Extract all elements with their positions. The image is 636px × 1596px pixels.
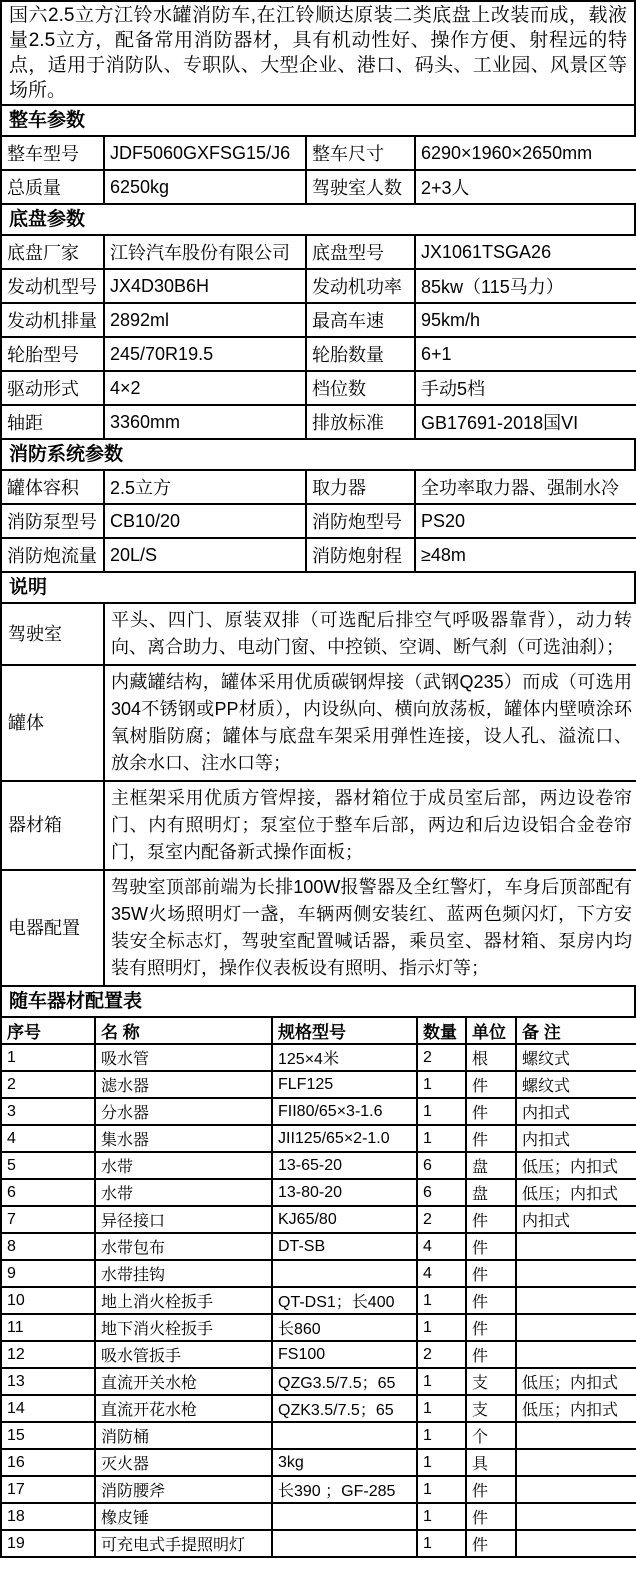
equipment-cell <box>272 1530 417 1557</box>
equip-row <box>1 1260 636 1287</box>
equipment-cell: 橡皮锤 <box>95 1503 272 1530</box>
equipment-cell: 水带包布 <box>95 1233 272 1260</box>
spec-row <box>1 371 636 405</box>
equipment-cell: 1 <box>417 1449 466 1476</box>
equip-row <box>1 1341 636 1368</box>
equipment-cell: 2 <box>417 1044 466 1071</box>
equipment-column-header: 单位 <box>466 1017 516 1044</box>
equipment-cell: 2 <box>417 1341 466 1368</box>
equipment-cell: 9 <box>1 1260 95 1287</box>
equipment-column-header: 序号 <box>1 1017 95 1044</box>
equipment-cell: 滤水器 <box>95 1071 272 1098</box>
equipment-cell <box>516 1233 636 1260</box>
spec-row <box>1 538 636 572</box>
equipment-cell: 件 <box>466 1260 516 1287</box>
equipment-cell: 件 <box>466 1098 516 1125</box>
equipment-cell: 4 <box>1 1125 95 1152</box>
equip-row <box>1 1503 636 1530</box>
equipment-cell: 内扣式 <box>516 1206 636 1233</box>
equipment-column-header: 规格型号 <box>272 1017 417 1044</box>
equipment-cell: 件 <box>466 1503 516 1530</box>
equip-row <box>1 1287 636 1314</box>
intro-paragraph: 国六2.5立方江铃水罐消防车,在江铃顺达原装二类底盘上改装而成，载液量2.5立方，配备常用消防器材，具有机动性好、操作方便、射程远的特点，适用于消防队、专职队、大型企业、港口、码头、工业园、风景区等场所。 <box>0 0 636 106</box>
note-text: 主框架采用优质方管焊接，器材箱位于成员室后部，两边设卷帘门、内有照明灯；泵室位于整车后部，两边和后边设铝合金卷帘门，泵室内配备新式操作面板； <box>104 781 636 870</box>
equipment-cell: 长390 ；GF-285 <box>272 1476 417 1503</box>
equipment-cell <box>516 1530 636 1557</box>
spec-label: 总质量 <box>1 170 104 204</box>
spec-row <box>1 470 636 504</box>
equipment-cell: 2 <box>417 1206 466 1233</box>
spec-label: 发动机排量 <box>1 303 104 337</box>
equipment-cell <box>516 1314 636 1341</box>
equip-row <box>1 1044 636 1071</box>
equipment-cell: 18 <box>1 1503 95 1530</box>
equipment-cell <box>516 1287 636 1314</box>
equipment-cell: 支 <box>466 1395 516 1422</box>
spec-label: 底盘厂家 <box>1 235 104 269</box>
equipment-cell: 根 <box>466 1044 516 1071</box>
note-text: 平头、四门、原装双排（可选配后排空气呼吸器靠背），动力转向、离合助力、电动门窗、中控锁、空调、断气刹（可选油刹）； <box>104 603 636 665</box>
spec-label: 最高车速 <box>306 303 415 337</box>
equipment-cell: 盘 <box>466 1152 516 1179</box>
notes-row <box>1 665 636 781</box>
equipment-cell: 直流开花水枪 <box>95 1395 272 1422</box>
equipment-column-header: 名 称 <box>95 1017 272 1044</box>
note-label: 器材箱 <box>1 781 104 870</box>
equipment-cell: 灭火器 <box>95 1449 272 1476</box>
equipment-cell: 4 <box>417 1233 466 1260</box>
equipment-cell: 件 <box>466 1287 516 1314</box>
spec-label: 轴距 <box>1 405 104 439</box>
equip-row <box>1 1071 636 1098</box>
equipment-cell: 10 <box>1 1287 95 1314</box>
spec-row <box>1 303 636 337</box>
equipment-cell: FLF125 <box>272 1071 417 1098</box>
spec-label: 档位数 <box>306 371 415 405</box>
equipment-cell: 低压；内扣式 <box>516 1179 636 1206</box>
spec-value: 95km/h <box>415 303 636 337</box>
equipment-cell: 支 <box>466 1368 516 1395</box>
equip-row <box>1 1098 636 1125</box>
spec-label: 驱动形式 <box>1 371 104 405</box>
section-title-vehicle-params: 整车参数 <box>0 104 636 137</box>
equipment-cell: 11 <box>1 1314 95 1341</box>
spec-row <box>1 136 636 170</box>
spec-label: 罐体容积 <box>1 470 104 504</box>
equipment-cell: 个 <box>466 1422 516 1449</box>
equipment-cell: 6 <box>417 1152 466 1179</box>
equipment-cell <box>516 1341 636 1368</box>
equipment-cell: 1 <box>417 1368 466 1395</box>
spec-value: CB10/20 <box>104 504 306 538</box>
equipment-cell: 5 <box>1 1152 95 1179</box>
equipment-cell: 水带 <box>95 1152 272 1179</box>
spec-value: 245/70R19.5 <box>104 337 306 371</box>
equipment-cell <box>272 1260 417 1287</box>
equipment-cell: 吸水管 <box>95 1044 272 1071</box>
equipment-cell: 件 <box>466 1476 516 1503</box>
equipment-cell: 地下消火栓扳手 <box>95 1314 272 1341</box>
equipment-cell: 低压；内扣式 <box>516 1152 636 1179</box>
equipment-cell: QZG3.5/7.5；65 <box>272 1368 417 1395</box>
spec-label: 消防炮型号 <box>306 504 415 538</box>
equipment-cell: KJ65/80 <box>272 1206 417 1233</box>
equipment-cell: 2 <box>1 1071 95 1098</box>
equip-row <box>1 1368 636 1395</box>
equipment-cell: QZK3.5/7.5；65 <box>272 1395 417 1422</box>
equipment-cell: 消防腰斧 <box>95 1476 272 1503</box>
equipment-cell: 直流开关水枪 <box>95 1368 272 1395</box>
spec-value: 6+1 <box>415 337 636 371</box>
equipment-cell: 低压；内扣式 <box>516 1395 636 1422</box>
equipment-cell: 4 <box>417 1260 466 1287</box>
equipment-cell: 低压；内扣式 <box>516 1368 636 1395</box>
spec-value: ≥48m <box>415 538 636 572</box>
equipment-cell: 件 <box>466 1071 516 1098</box>
equipment-cell <box>516 1449 636 1476</box>
spec-label: 取力器 <box>306 470 415 504</box>
equipment-cell: 1 <box>417 1530 466 1557</box>
equipment-cell: DT-SB <box>272 1233 417 1260</box>
spec-value: 手动5档 <box>415 371 636 405</box>
section-title-equipment-list: 随车器材配置表 <box>0 985 636 1018</box>
equipment-cell <box>516 1476 636 1503</box>
equipment-cell: 17 <box>1 1476 95 1503</box>
spec-label: 驾驶室人数 <box>306 170 415 204</box>
spec-value: 全功率取力器、强制水冷 <box>415 470 636 504</box>
equip-row <box>1 1314 636 1341</box>
spec-label: 整车尺寸 <box>306 136 415 170</box>
spec-value: 2+3人 <box>415 170 636 204</box>
equipment-cell: 125×4米 <box>272 1044 417 1071</box>
spec-value: JDF5060GXFSG15/J6 <box>104 136 306 170</box>
spec-value: JX4D30B6H <box>104 269 306 303</box>
equipment-cell: 14 <box>1 1395 95 1422</box>
equipment-cell: 1 <box>417 1287 466 1314</box>
equipment-cell: 内扣式 <box>516 1125 636 1152</box>
equip-row <box>1 1152 636 1179</box>
equipment-cell: 1 <box>417 1395 466 1422</box>
spec-label: 排放标准 <box>306 405 415 439</box>
section-title-fire-system-params: 消防系统参数 <box>0 438 636 471</box>
spec-label: 轮胎型号 <box>1 337 104 371</box>
spec-label: 底盘型号 <box>306 235 415 269</box>
equipment-cell: 螺纹式 <box>516 1044 636 1071</box>
equipment-cell: 12 <box>1 1341 95 1368</box>
equip-row <box>1 1233 636 1260</box>
spec-label: 消防炮射程 <box>306 538 415 572</box>
section-title-notes: 说明 <box>0 571 636 604</box>
equipment-cell: 1 <box>417 1503 466 1530</box>
equipment-cell: 3kg <box>272 1449 417 1476</box>
note-text: 内藏罐结构，罐体采用优质碳钢焊接（武钢Q235）而成（可选用304不锈钢或PP材质），内设纵向、横向放荡板，罐体内壁喷涂环氧树脂防腐；罐体与底盘车架采用弹性连接，设人孔、溢流口、放余水口、注水口等； <box>104 665 636 781</box>
equipment-cell: FII80/65×3-1.6 <box>272 1098 417 1125</box>
equipment-cell: 盘 <box>466 1179 516 1206</box>
equip-row <box>1 1179 636 1206</box>
equipment-cell: 1 <box>1 1044 95 1071</box>
equipment-cell: 消防桶 <box>95 1422 272 1449</box>
equipment-cell: 长860 <box>272 1314 417 1341</box>
equipment-cell: 异径接口 <box>95 1206 272 1233</box>
equip-row <box>1 1476 636 1503</box>
equipment-cell: 15 <box>1 1422 95 1449</box>
spec-value: 3360mm <box>104 405 306 439</box>
equipment-cell: 1 <box>417 1125 466 1152</box>
note-text: 驾驶室顶部前端为长排100W报警器及全红警灯，车身后顶部配有35W火场照明灯一盏，车辆两侧安装红、蓝两色频闪灯，下方安装安全标志灯，驾驶室配置喊话器，乘员室、器材箱、泵房内均装有照明灯，操作仪表板设有照明、指示灯等； <box>104 870 636 986</box>
spec-value: 江铃汽车股份有限公司 <box>104 235 306 269</box>
equipment-cell: 13 <box>1 1368 95 1395</box>
spec-value: 2892ml <box>104 303 306 337</box>
spec-row <box>1 405 636 439</box>
spec-row <box>1 504 636 538</box>
equipment-cell: 可充电式手提照明灯 <box>95 1530 272 1557</box>
equipment-cell: 13-65-20 <box>272 1152 417 1179</box>
spec-label: 消防泵型号 <box>1 504 104 538</box>
equipment-cell: 8 <box>1 1233 95 1260</box>
equipment-cell: 3 <box>1 1098 95 1125</box>
equipment-cell <box>516 1503 636 1530</box>
equipment-cell <box>272 1503 417 1530</box>
equipment-cell: 水带 <box>95 1179 272 1206</box>
fire-system-params-table <box>0 469 636 573</box>
equipment-column-header: 数量 <box>417 1017 466 1044</box>
spec-value: JX1061TSGA26 <box>415 235 636 269</box>
equipment-cell: 件 <box>466 1530 516 1557</box>
equipment-cell: 1 <box>417 1314 466 1341</box>
equipment-cell: 7 <box>1 1206 95 1233</box>
note-label: 电器配置 <box>1 870 104 986</box>
equipment-cell: 地上消火栓扳手 <box>95 1287 272 1314</box>
equipment-cell: 水带挂钩 <box>95 1260 272 1287</box>
spec-row <box>1 170 636 204</box>
equipment-cell: 19 <box>1 1530 95 1557</box>
notes-table <box>0 602 636 987</box>
equipment-cell: 1 <box>417 1422 466 1449</box>
equipment-cell: 6 <box>417 1179 466 1206</box>
spec-value: 20L/S <box>104 538 306 572</box>
equipment-cell: 吸水管扳手 <box>95 1341 272 1368</box>
equipment-cell: 件 <box>466 1314 516 1341</box>
spec-value: GB17691-2018国VI <box>415 405 636 439</box>
equipment-cell: 1 <box>417 1098 466 1125</box>
equipment-cell: 集水器 <box>95 1125 272 1152</box>
equipment-cell: QT-DS1；长400 <box>272 1287 417 1314</box>
spec-label: 发动机功率 <box>306 269 415 303</box>
equip-row <box>1 1395 636 1422</box>
vehicle-params-table <box>0 135 636 205</box>
equip-row <box>1 1422 636 1449</box>
equipment-header-row <box>1 1017 636 1044</box>
equip-row <box>1 1449 636 1476</box>
equipment-cell: JII125/65×2-1.0 <box>272 1125 417 1152</box>
notes-row <box>1 781 636 870</box>
equipment-cell: 16 <box>1 1449 95 1476</box>
equip-row <box>1 1125 636 1152</box>
equipment-cell: 分水器 <box>95 1098 272 1125</box>
equipment-cell: 内扣式 <box>516 1098 636 1125</box>
spec-value: 6250kg <box>104 170 306 204</box>
notes-row <box>1 870 636 986</box>
spec-value: 4×2 <box>104 371 306 405</box>
spec-value: 6290×1960×2650mm <box>415 136 636 170</box>
spec-label: 发动机型号 <box>1 269 104 303</box>
equipment-cell: 1 <box>417 1071 466 1098</box>
note-label: 驾驶室 <box>1 603 104 665</box>
equip-row <box>1 1206 636 1233</box>
spec-value: 2.5立方 <box>104 470 306 504</box>
equipment-cell: 1 <box>417 1476 466 1503</box>
spec-label: 消防炮流量 <box>1 538 104 572</box>
spec-row <box>1 269 636 303</box>
equipment-cell: 螺纹式 <box>516 1071 636 1098</box>
equip-row <box>1 1530 636 1557</box>
equipment-column-header: 备 注 <box>516 1017 636 1044</box>
equipment-cell: 13-80-20 <box>272 1179 417 1206</box>
equipment-cell: 具 <box>466 1449 516 1476</box>
section-title-chassis-params: 底盘参数 <box>0 203 636 236</box>
equipment-cell <box>272 1422 417 1449</box>
spec-label: 整车型号 <box>1 136 104 170</box>
spec-row <box>1 235 636 269</box>
equipment-cell: FS100 <box>272 1341 417 1368</box>
equipment-cell: 6 <box>1 1179 95 1206</box>
equipment-cell <box>516 1260 636 1287</box>
equipment-cell: 件 <box>466 1206 516 1233</box>
equipment-cell: 件 <box>466 1233 516 1260</box>
notes-row <box>1 603 636 665</box>
spec-row <box>1 337 636 371</box>
equipment-cell: 件 <box>466 1341 516 1368</box>
equipment-table <box>0 1016 636 1558</box>
spec-value: 85kw（115马力） <box>415 269 636 303</box>
chassis-params-table <box>0 234 636 440</box>
spec-value: PS20 <box>415 504 636 538</box>
equipment-cell: 件 <box>466 1125 516 1152</box>
spec-label: 轮胎数量 <box>306 337 415 371</box>
note-label: 罐体 <box>1 665 104 781</box>
equipment-cell <box>516 1422 636 1449</box>
